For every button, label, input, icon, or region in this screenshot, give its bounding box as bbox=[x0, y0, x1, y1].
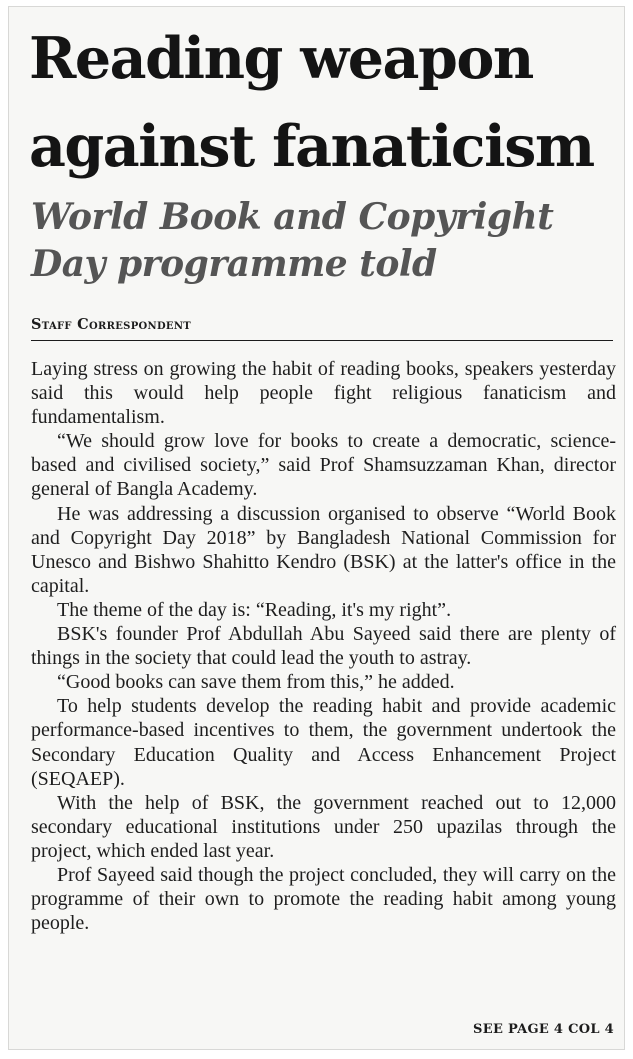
headline bbox=[29, 15, 594, 191]
paragraph-4: The theme of the day is: “Reading, it's my right”. bbox=[57, 598, 452, 621]
article-body bbox=[31, 357, 616, 935]
byline-divider bbox=[31, 340, 613, 341]
headline-line-1: Reading weapon bbox=[29, 25, 533, 92]
news-clipping bbox=[8, 6, 625, 1050]
headline-line-2: against fanaticism bbox=[29, 113, 594, 180]
paragraph-6: “Good books can save them from this,” he added. bbox=[57, 671, 455, 694]
paragraph-1: Laying stress on growing the habit of reading books, speakers yesterday said this would help people fight religious fanaticism and fundamentalism. bbox=[31, 358, 616, 429]
paragraph-8: With the help of BSK, the government reached out to 12,000 secondary educational institutions under 250 upazilas through the project, which ended last year. bbox=[31, 791, 616, 862]
byline: Staff Correspondent bbox=[31, 316, 192, 333]
subheadline-line-2: Day programme told bbox=[31, 243, 437, 285]
paragraph-5: BSK's founder Prof Abdullah Abu Sayeed said there are plenty of things in the society that could lead the youth to astray. bbox=[31, 623, 616, 670]
paragraph-9: Prof Sayeed said though the project concluded, they will carry on the programme of their own to promote the reading habit among young people. bbox=[31, 863, 616, 935]
subheadline bbox=[31, 194, 553, 288]
paragraph-7: To help students develop the reading habit and provide academic performance-based incentives to them, the government undertook the Secondary Education Quality and Access Enhancement Project (SEQAEP). bbox=[31, 695, 616, 790]
paragraph-2: “We should grow love for books to create a democratic, science-based and civilised society,” said Prof Shamsuzzaman Khan, director general of Bangla Academy. bbox=[31, 430, 616, 501]
paragraph-3: He was addressing a discussion organised to observe “World Book and Copyright Day 2018” by Bangladesh National Commission for Unesco and Bishwo Shahitto Kendro (BSK) at the latter's office in the capital. bbox=[31, 502, 616, 597]
subheadline-line-1: World Book and Copyright bbox=[31, 196, 554, 238]
continuation-note: SEE PAGE 4 COL 4 bbox=[473, 1022, 614, 1037]
